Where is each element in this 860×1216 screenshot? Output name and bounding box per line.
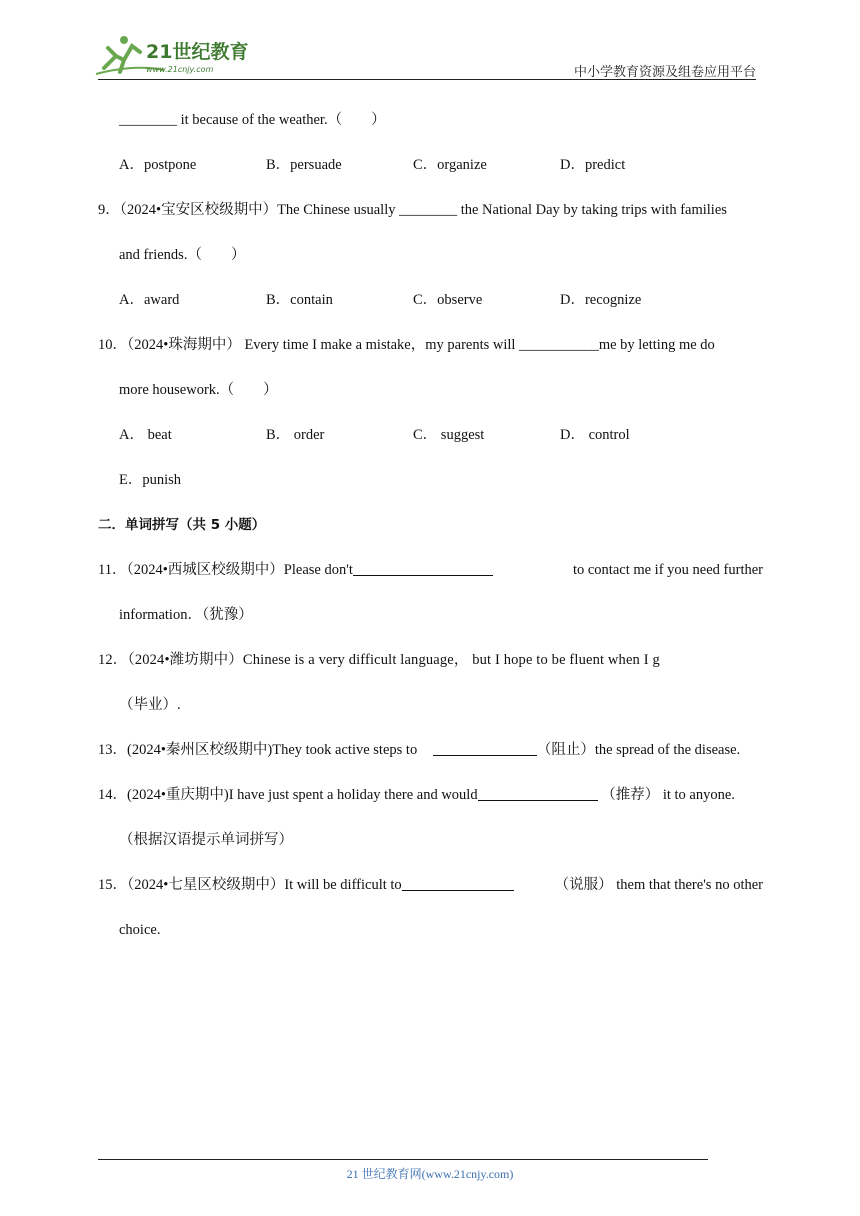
q11-prefix: 11．（2024•西城区校级期中）Please don't <box>98 562 353 578</box>
q15-prefix: 15．（2024•七星区校级期中）It will be difficult to <box>98 877 402 893</box>
q14-blank[interactable] <box>478 786 598 801</box>
q15-line2: choice. <box>119 922 161 938</box>
q14-line1 <box>98 773 763 818</box>
q15-line1 <box>98 863 763 908</box>
q15-suffix: （说服） them that there's no other <box>554 877 763 893</box>
runner-icon <box>104 36 140 72</box>
q15-blank[interactable] <box>402 876 514 891</box>
q9-options <box>98 278 763 323</box>
q9-option-c: C．observe <box>413 292 483 308</box>
footer-divider <box>98 1159 708 1160</box>
q8-options <box>98 143 763 188</box>
q10-option-b: B． order <box>266 427 325 443</box>
q13-blank[interactable] <box>433 741 537 756</box>
q8-option-b: B．persuade <box>266 157 342 173</box>
q11-blank[interactable] <box>353 561 493 576</box>
q10-options <box>98 413 763 458</box>
section-2-title: 二．单词拼写（共 5 小题） <box>98 517 266 533</box>
document-body <box>98 98 763 953</box>
q13-line <box>98 728 763 773</box>
svg-text:21世纪教育: 21世纪教育 <box>146 41 249 63</box>
site-logo <box>94 34 264 78</box>
q8-continuation <box>98 98 763 143</box>
q8-blank: ________ <box>119 112 177 128</box>
q14-prefix: 14．(2024•重庆期中)I have just spent a holiday there and would <box>98 787 478 803</box>
q10-option-d: D． control <box>560 427 630 443</box>
q14-line2: （根据汉语提示单词拼写） <box>119 832 293 848</box>
q9-option-b: B．contain <box>266 292 333 308</box>
q9-line1: 9．（2024•宝安区校级期中）The Chinese usually ________ the National Day by taking trips with families <box>98 202 727 218</box>
q13-prefix: 13．(2024•秦州区校级期中)They took active steps to <box>98 742 418 758</box>
q9-option-a: A．award <box>119 292 180 308</box>
svg-text:www.21cnjy.com: www.21cnjy.com <box>146 65 214 74</box>
q9-line2: and friends.（ ） <box>119 247 246 263</box>
page-header <box>0 0 860 90</box>
q11-line2: information．（犹豫） <box>119 607 253 623</box>
q12-line1: 12．（2024•潍坊期中）Chinese is a very difficult language， but I hope to be fluent when I g <box>98 652 660 668</box>
q14-suffix: （推荐） it to anyone. <box>601 787 735 803</box>
footer-link[interactable]: 21 世纪教育网(www.21cnjy.com) <box>346 1167 514 1181</box>
q8-option-c: C．organize <box>413 157 487 173</box>
q13-suffix: （阻止）the spread of the disease. <box>536 742 741 758</box>
q10-option-c: C． suggest <box>413 427 485 443</box>
header-divider <box>98 79 756 80</box>
q10-line2: more housework.（ ） <box>119 382 278 398</box>
q8-text: it because of the weather.（ ） <box>177 112 386 128</box>
q8-option-d: D．predict <box>560 157 626 173</box>
q10-option-e: E．punish <box>119 472 182 488</box>
platform-name: 中小学教育资源及组卷应用平台 <box>573 65 756 80</box>
q11-line1 <box>98 548 763 593</box>
q8-option-a: A．postpone <box>119 157 197 173</box>
q11-suffix: to contact me if you need further <box>572 562 763 578</box>
q12-line2: （毕业）. <box>119 697 181 713</box>
q9-option-d: D．recognize <box>560 292 642 308</box>
q10-option-a: A． beat <box>119 427 172 443</box>
q10-line1: 10．（2024•珠海期中） Every time I make a mistake，my parents will ___________me by letting me do <box>98 337 715 353</box>
